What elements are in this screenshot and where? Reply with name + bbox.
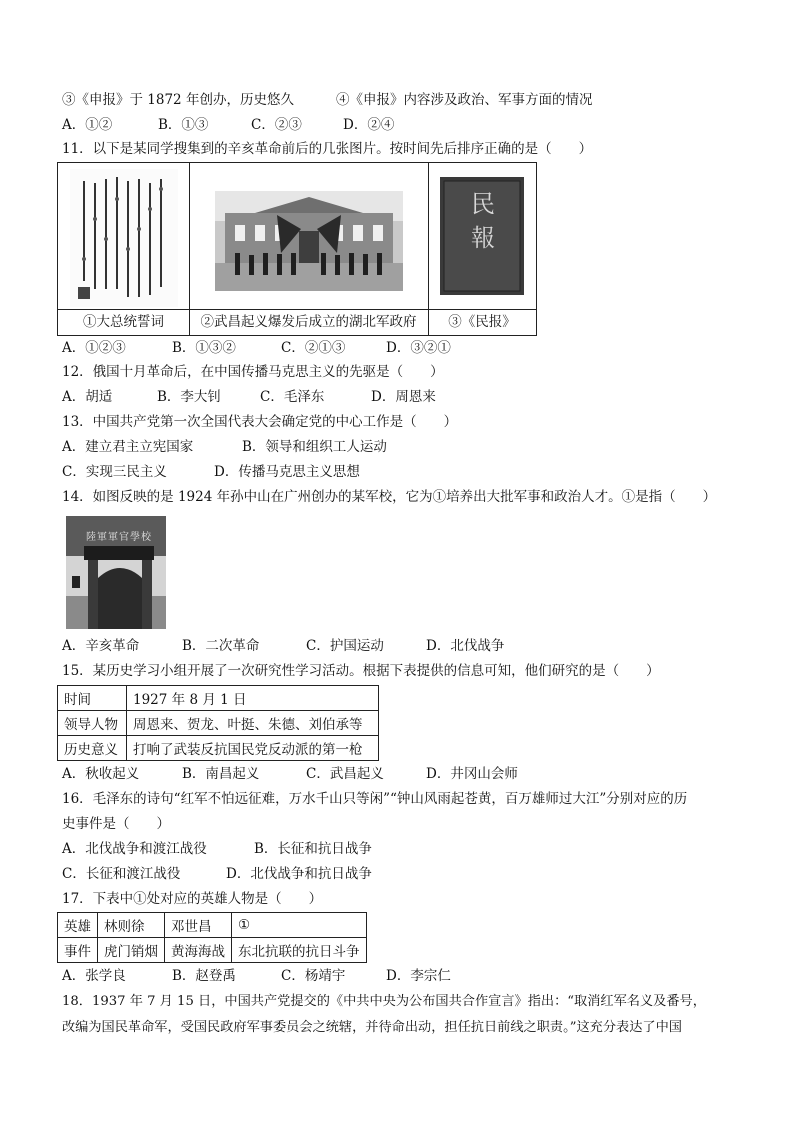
option-d[interactable]: D．②④ <box>343 117 395 133</box>
table-row <box>58 913 367 938</box>
table-cell: 林则徐 <box>98 913 165 938</box>
gate-sign: 陸軍軍官學校 <box>86 532 152 543</box>
option-c[interactable]: C．②①③ <box>281 340 346 356</box>
option-a[interactable]: A．①②③ <box>62 340 126 356</box>
table-row <box>58 938 367 963</box>
option-d[interactable]: D．周恩来 <box>371 389 436 405</box>
q13-stem: 13．中国共产党第一次全国代表大会确定党的中心工作是（ ） <box>62 414 458 430</box>
table-cell: 英雄 <box>58 913 98 938</box>
option-d[interactable]: D．北伐战争和抗日战争 <box>226 866 372 882</box>
q10-statements <box>62 90 593 110</box>
q15-stem: 15．某历史学习小组开展了一次研究性学习活动。根据下表提供的信息可知，他们研究的是（ ） <box>62 663 660 679</box>
oath-manuscript-image <box>70 169 178 307</box>
option-b[interactable]: B．二次革命 <box>182 638 260 654</box>
q17-stem: 17．下表中①处对应的英雄人物是（ ） <box>62 891 323 907</box>
table-cell: 1927 年 8 月 1 日 <box>127 686 379 711</box>
q14-stem: 14．如图反映的是 1924 年孙中山在广州创办的某军校，它为①培养出大批军事和政治人才。①是指（ ） <box>62 489 717 505</box>
q18-stem-line1: 18．1937 年 7 月 15 日，中国共产党提交的《中共中央为公布国共合作宣言》指出：“取消红军名义及番号， <box>62 994 706 1009</box>
option-d[interactable]: D．北伐战争 <box>426 638 505 654</box>
option-b[interactable]: B．①③ <box>158 117 209 133</box>
table-cell: 邓世昌 <box>165 913 232 938</box>
option-a[interactable]: A．建立君主立宪国家 <box>62 439 194 455</box>
table-cell: ① <box>232 913 367 938</box>
option-d[interactable]: D．李宗仁 <box>386 968 451 984</box>
option-d[interactable]: D．传播马克思主义思想 <box>214 464 360 480</box>
table-cell: 周恩来、贺龙、叶挺、朱德、刘伯承等 <box>127 711 379 736</box>
option-a[interactable]: A．北伐战争和渡江战役 <box>62 841 207 857</box>
table-cell: 黄海海战 <box>165 938 232 963</box>
q16-stem-line1: 16．毛泽东的诗句“红军不怕远征难，万水千山只等闲”“钟山风雨起苍黄，百万雄师过大江”分别对应的历 <box>62 791 688 807</box>
option-c[interactable]: C．武昌起义 <box>306 766 384 782</box>
option-c[interactable]: C．长征和渡江战役 <box>62 866 181 882</box>
table-cell: 事件 <box>58 938 98 963</box>
q11-image-table <box>57 162 537 336</box>
option-a[interactable]: A．秋收起义 <box>62 766 140 782</box>
option-b[interactable]: B．李大钊 <box>157 389 221 405</box>
q11-cell-3 <box>428 163 536 335</box>
table-cell: 领导人物 <box>58 711 127 736</box>
option-c[interactable]: C．护国运动 <box>306 638 384 654</box>
option-b[interactable]: B．长征和抗日战争 <box>254 841 372 857</box>
option-c[interactable]: C．毛泽东 <box>260 389 325 405</box>
q15-info-table <box>57 685 379 761</box>
q17-hero-table <box>57 912 367 963</box>
option-a[interactable]: A．辛亥革命 <box>62 638 140 654</box>
q11-cell-2 <box>189 163 429 335</box>
table-cell: 时间 <box>58 686 127 711</box>
table-cell: 历史意义 <box>58 736 127 761</box>
q11-cell-1 <box>58 163 190 335</box>
table-row <box>58 711 379 736</box>
table-cell: 打响了武装反抗国民党反动派的第一枪 <box>127 736 379 761</box>
option-b[interactable]: B．①③② <box>172 340 236 356</box>
option-b[interactable]: B．赵登禹 <box>172 968 236 984</box>
table-cell: 东北抗联的抗日斗争 <box>232 938 367 963</box>
option-a[interactable]: A．张学良 <box>62 968 126 984</box>
option-d[interactable]: D．③②① <box>386 340 451 356</box>
q18-stem-line2: 改编为国民革命军，受国民政府军事委员会之统辖，并待命出动，担任抗日前线之职责。”这充分表达了中国 <box>62 1020 682 1035</box>
option-b[interactable]: B．南昌起义 <box>182 766 260 782</box>
statement-3: ③《申报》于 1872 年创办，历史悠久 <box>62 92 294 108</box>
option-c[interactable]: C．②③ <box>251 117 302 133</box>
q16-stem-line2: 史事件是（ ） <box>62 816 170 832</box>
option-c[interactable]: C．杨靖宇 <box>281 968 346 984</box>
table-cell: 虎门销烟 <box>98 938 165 963</box>
minbao-cover-title: 民 報 <box>471 190 495 252</box>
q11-caption-1: ①大总统誓词 <box>58 309 189 335</box>
hubei-military-government-photo <box>215 191 403 291</box>
q11-caption-3: ③《民报》 <box>428 309 536 335</box>
option-d[interactable]: D．井冈山会师 <box>426 766 518 782</box>
statement-4: ④《申报》内容涉及政治、军事方面的情况 <box>336 92 593 108</box>
q11-stem: 11．以下是某同学搜集到的辛亥革命前后的几张图片。按时间先后排序正确的是（ ） <box>62 141 593 157</box>
option-a[interactable]: A．①② <box>62 117 113 133</box>
option-b[interactable]: B．领导和组织工人运动 <box>242 439 387 455</box>
option-a[interactable]: A．胡适 <box>62 389 113 405</box>
q11-caption-2: ②武昌起义爆发后成立的湖北军政府 <box>189 309 428 335</box>
table-row <box>58 686 379 711</box>
q12-stem: 12．俄国十月革命后，在中国传播马克思主义的先驱是（ ） <box>62 364 444 380</box>
table-row <box>58 736 379 761</box>
option-c[interactable]: C．实现三民主义 <box>62 464 167 480</box>
